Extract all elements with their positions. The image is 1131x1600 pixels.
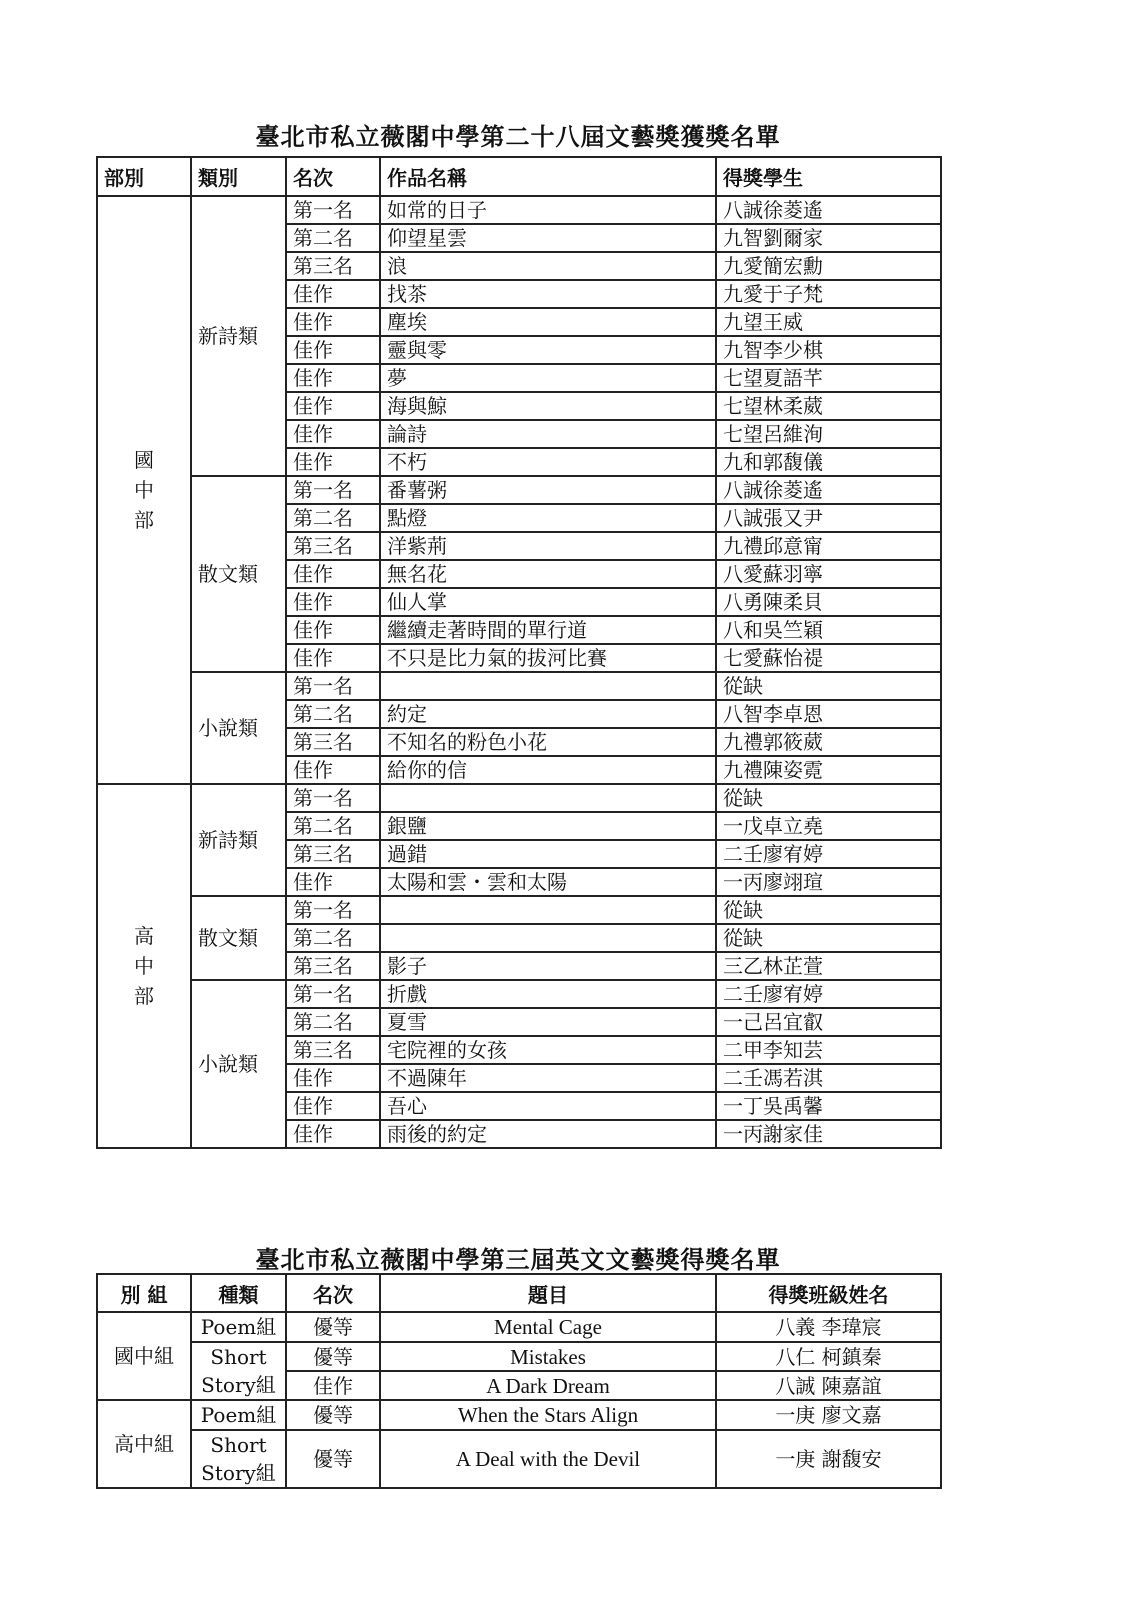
- rank-cell: 優等: [286, 1400, 380, 1430]
- work-title-cell: 繼續走著時間的單行道: [380, 616, 716, 644]
- work-title-cell: 夢: [380, 364, 716, 392]
- winner-cell: 八勇陳柔貝: [716, 588, 941, 616]
- winner-cell: 八愛蘇羽寧: [716, 560, 941, 588]
- literary-award-table: [96, 156, 942, 1149]
- work-title-cell: 太陽和雲・雲和太陽: [380, 868, 716, 896]
- rank-cell: 佳作: [286, 1120, 380, 1148]
- rank-cell: 第三名: [286, 1036, 380, 1064]
- winner-cell: 二甲李知芸: [716, 1036, 941, 1064]
- rank-cell: 佳作: [286, 336, 380, 364]
- dept-cell: 高 中 部: [97, 784, 191, 1148]
- table-row: [97, 672, 941, 700]
- rank-cell: 第一名: [286, 896, 380, 924]
- rank-cell: 第三名: [286, 252, 380, 280]
- category-cell: 小說類: [191, 672, 286, 784]
- table2-header-row: [97, 1274, 941, 1312]
- winner-cell: 九智李少棋: [716, 336, 941, 364]
- work-title-cell: 銀鹽: [380, 812, 716, 840]
- work-title-cell: 約定: [380, 700, 716, 728]
- table1-header-row: [97, 157, 941, 196]
- title-cell: Mental Cage: [380, 1312, 716, 1342]
- header-rank: 名次: [286, 157, 380, 196]
- winner-cell: 一戊卓立堯: [716, 812, 941, 840]
- winner-cell: 九望王威: [716, 308, 941, 336]
- winner-cell: 九禮郭筱葳: [716, 728, 941, 756]
- winner-cell: 九智劉爾家: [716, 224, 941, 252]
- table-row: [97, 1312, 941, 1342]
- rank-cell: 佳作: [286, 1064, 380, 1092]
- winner-cell: 九愛于子梵: [716, 280, 941, 308]
- table1-title: 臺北市私立薇閣中學第二十八屆文藝獎獲獎名單: [255, 122, 781, 151]
- rank-cell: 佳作: [286, 868, 380, 896]
- group-cell: 高中組: [97, 1400, 191, 1488]
- work-title-cell: 找茶: [380, 280, 716, 308]
- work-title-cell: 折戲: [380, 980, 716, 1008]
- work-title-cell: [380, 784, 716, 812]
- winner-cell: 九愛簡宏勳: [716, 252, 941, 280]
- work-title-cell: 如常的日子: [380, 196, 716, 224]
- work-title-cell: 仰望星雲: [380, 224, 716, 252]
- winner-cell: 從缺: [716, 896, 941, 924]
- table-row: [97, 196, 941, 224]
- work-title-cell: 雨後的約定: [380, 1120, 716, 1148]
- work-title-cell: 點燈: [380, 504, 716, 532]
- category-line: Short: [210, 1345, 267, 1369]
- rank-cell: 佳作: [286, 1371, 380, 1400]
- table1-body: [97, 196, 941, 1148]
- winner-cell: 八和吳竺穎: [716, 616, 941, 644]
- table-row: [97, 1430, 941, 1488]
- winner-cell: 一丙廖翊瑄: [716, 868, 941, 896]
- rank-cell: 佳作: [286, 280, 380, 308]
- winner-cell: 七望夏語芊: [716, 364, 941, 392]
- rank-cell: 佳作: [286, 588, 380, 616]
- work-title-cell: 論詩: [380, 420, 716, 448]
- work-title-cell: 影子: [380, 952, 716, 980]
- rank-cell: 佳作: [286, 644, 380, 672]
- rank-cell: 第三名: [286, 532, 380, 560]
- winner-cell: 八義 李瑋宸: [716, 1312, 941, 1342]
- english-award-table: [96, 1273, 942, 1489]
- title-cell: When the Stars Align: [380, 1400, 716, 1430]
- rank-cell: 第二名: [286, 700, 380, 728]
- work-title-cell: 夏雪: [380, 1008, 716, 1036]
- table-row: [97, 476, 941, 504]
- rank-cell: 佳作: [286, 560, 380, 588]
- header-work-title: 作品名稱: [380, 157, 716, 196]
- work-title-cell: 浪: [380, 252, 716, 280]
- category-line: Short: [210, 1433, 267, 1457]
- work-title-cell: 塵埃: [380, 308, 716, 336]
- work-title-cell: 宅院裡的女孩: [380, 1036, 716, 1064]
- rank-cell: 佳作: [286, 308, 380, 336]
- work-title-cell: 無名花: [380, 560, 716, 588]
- category-line: Story組: [201, 1461, 276, 1485]
- winner-cell: 八智李卓恩: [716, 700, 941, 728]
- work-title-cell: 不朽: [380, 448, 716, 476]
- dept-cell: 國 中 部: [97, 196, 191, 784]
- rank-cell: 佳作: [286, 616, 380, 644]
- rank-cell: 第一名: [286, 672, 380, 700]
- group-cell: 國中組: [97, 1312, 191, 1400]
- winner-cell: 一庚 謝馥安: [716, 1430, 941, 1488]
- title-cell: A Deal with the Devil: [380, 1430, 716, 1488]
- header-rank: 名次: [286, 1274, 380, 1312]
- rank-cell: 第三名: [286, 952, 380, 980]
- rank-cell: 第一名: [286, 476, 380, 504]
- category-cell: Poem組: [191, 1400, 286, 1430]
- rank-cell: 第二名: [286, 1008, 380, 1036]
- category-cell: 新詩類: [191, 196, 286, 476]
- title-cell: A Dark Dream: [380, 1371, 716, 1400]
- rank-cell: 佳作: [286, 392, 380, 420]
- rank-cell: 佳作: [286, 364, 380, 392]
- category-cell: 小說類: [191, 980, 286, 1148]
- winner-cell: 八誠徐菱遙: [716, 196, 941, 224]
- winner-cell: 三乙林芷萱: [716, 952, 941, 980]
- table2-title: 臺北市私立薇閣中學第三屆英文文藝獎得獎名單: [255, 1245, 781, 1274]
- winner-cell: 九和郭馥儀: [716, 448, 941, 476]
- rank-cell: 第二名: [286, 812, 380, 840]
- winner-cell: 從缺: [716, 924, 941, 952]
- category-cell: Poem組: [191, 1312, 286, 1342]
- header-dept: 部別: [97, 157, 191, 196]
- table-row: [97, 980, 941, 1008]
- winner-cell: 八誠 陳嘉誼: [716, 1371, 941, 1400]
- winner-cell: 一丁吳禹馨: [716, 1092, 941, 1120]
- winner-cell: 七愛蘇怡禔: [716, 644, 941, 672]
- header-winner: 得獎班級姓名: [716, 1274, 941, 1312]
- work-title-cell: 過錯: [380, 840, 716, 868]
- rank-cell: 第二名: [286, 504, 380, 532]
- work-title-cell: [380, 924, 716, 952]
- winner-cell: 從缺: [716, 784, 941, 812]
- rank-cell: 第二名: [286, 224, 380, 252]
- winner-cell: 一丙謝家佳: [716, 1120, 941, 1148]
- rank-cell: 優等: [286, 1312, 380, 1342]
- rank-cell: 第一名: [286, 784, 380, 812]
- header-type: 種類: [191, 1274, 286, 1312]
- winner-cell: 二壬馮若淇: [716, 1064, 941, 1092]
- category-cell: 散文類: [191, 476, 286, 672]
- winner-cell: 八誠徐菱遙: [716, 476, 941, 504]
- title-cell: Mistakes: [380, 1342, 716, 1371]
- work-title-cell: [380, 672, 716, 700]
- work-title-cell: 洋紫荊: [380, 532, 716, 560]
- work-title-cell: 給你的信: [380, 756, 716, 784]
- rank-cell: 第三名: [286, 728, 380, 756]
- header-group: 別 組: [97, 1274, 191, 1312]
- rank-cell: 第三名: [286, 840, 380, 868]
- winner-cell: 八誠張又尹: [716, 504, 941, 532]
- header-topic: 題目: [380, 1274, 716, 1312]
- rank-cell: 第一名: [286, 196, 380, 224]
- rank-cell: 佳作: [286, 448, 380, 476]
- header-category: 類別: [191, 157, 286, 196]
- winner-cell: 七望林柔葳: [716, 392, 941, 420]
- table-row: [97, 1400, 941, 1430]
- work-title-cell: 不知名的粉色小花: [380, 728, 716, 756]
- winner-cell: 一己呂宜叡: [716, 1008, 941, 1036]
- work-title-cell: 不只是比力氣的拔河比賽: [380, 644, 716, 672]
- winner-cell: 九禮陳姿霓: [716, 756, 941, 784]
- rank-cell: 第二名: [286, 924, 380, 952]
- rank-cell: 佳作: [286, 756, 380, 784]
- rank-cell: 佳作: [286, 1092, 380, 1120]
- winner-cell: 二壬廖宥婷: [716, 840, 941, 868]
- winner-cell: 二壬廖宥婷: [716, 980, 941, 1008]
- category-cell: [191, 1342, 286, 1400]
- winner-cell: 九禮邱意甯: [716, 532, 941, 560]
- category-cell: 散文類: [191, 896, 286, 980]
- category-cell: [191, 1430, 286, 1488]
- work-title-cell: 番薯粥: [380, 476, 716, 504]
- category-line: Story組: [201, 1373, 276, 1397]
- rank-cell: 第一名: [286, 980, 380, 1008]
- rank-cell: 佳作: [286, 420, 380, 448]
- rank-cell: 優等: [286, 1342, 380, 1371]
- work-title-cell: 仙人掌: [380, 588, 716, 616]
- work-title-cell: [380, 896, 716, 924]
- work-title-cell: 靈與零: [380, 336, 716, 364]
- rank-cell: 優等: [286, 1430, 380, 1488]
- table-row: [97, 1342, 941, 1371]
- winner-cell: 一庚 廖文嘉: [716, 1400, 941, 1430]
- header-winner: 得獎學生: [716, 157, 941, 196]
- work-title-cell: 吾心: [380, 1092, 716, 1120]
- table-row: [97, 896, 941, 924]
- table-row: [97, 784, 941, 812]
- category-cell: 新詩類: [191, 784, 286, 896]
- work-title-cell: 海與鯨: [380, 392, 716, 420]
- winner-cell: 七望呂維洵: [716, 420, 941, 448]
- work-title-cell: 不過陳年: [380, 1064, 716, 1092]
- winner-cell: 八仁 柯鎮秦: [716, 1342, 941, 1371]
- winner-cell: 從缺: [716, 672, 941, 700]
